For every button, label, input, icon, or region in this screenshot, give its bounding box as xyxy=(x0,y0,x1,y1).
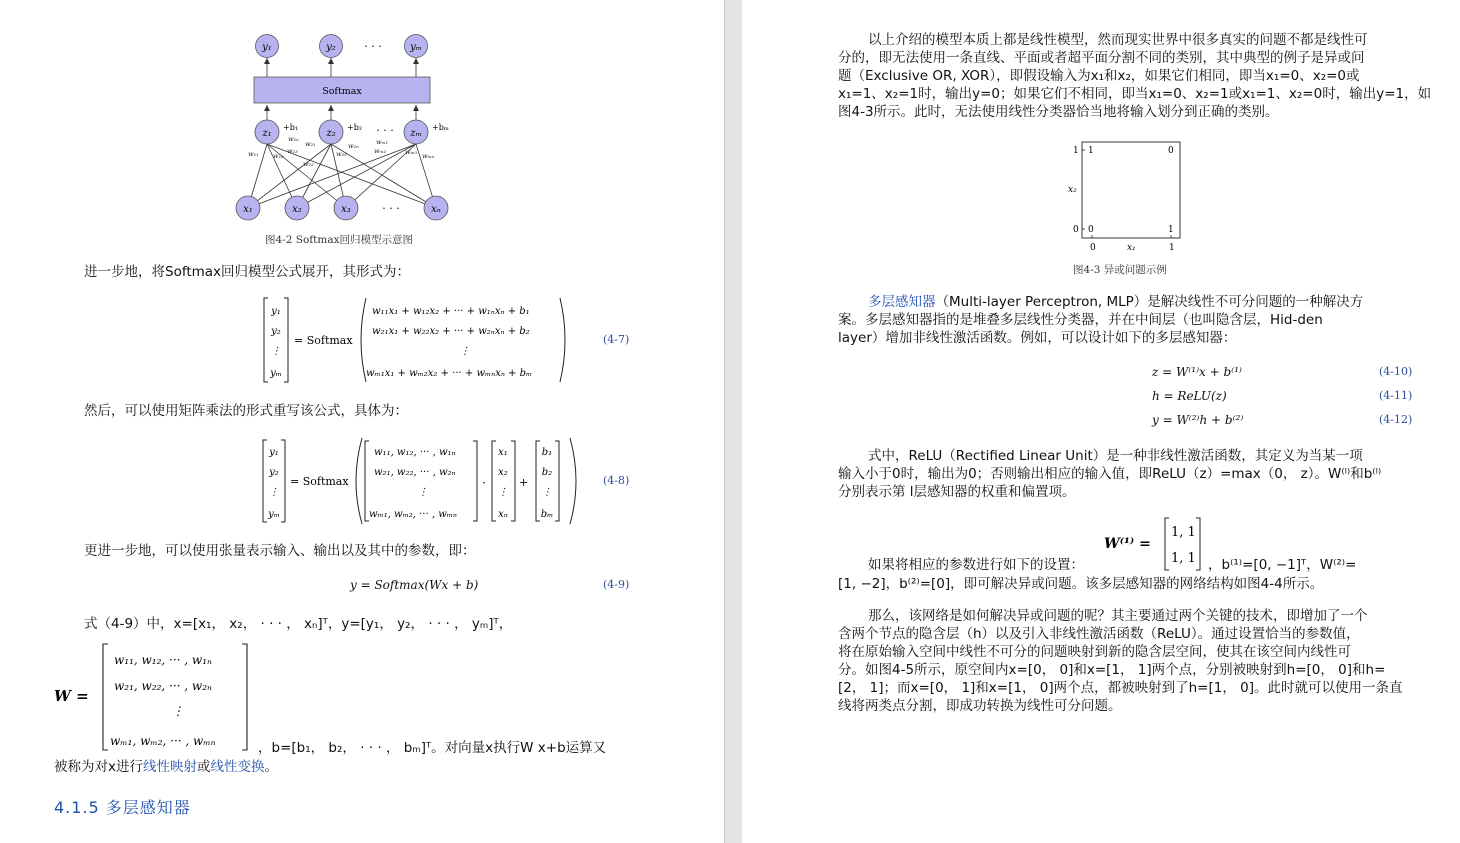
input-label-n: xₙ xyxy=(431,204,441,215)
paragraph-b-def: ，b=[b₁， b₂， · · · ， bₘ]ᵀ。对向量x执行W x+b运算又 xyxy=(258,740,607,756)
text-line: 案。多层感知器指的是堆叠多层线性分类器，并在中间层（也叫隐含层，Hid-den xyxy=(838,312,1323,328)
paragraph-tensor-form: 更进一步地，可以使用张量表示输入、输出以及其中的参数，即： xyxy=(84,543,476,559)
eq47-softmax: = Softmax xyxy=(294,334,353,347)
text-line: 含两个节点的隐含层（h）以及引入非线性激活函数（ReLU）。通过设置恰当的参数值， xyxy=(838,626,1360,642)
eq47-row: ⋮ xyxy=(460,346,470,357)
w1-label: W⁽¹⁾ = xyxy=(1104,536,1151,552)
x-tick-label: 1 xyxy=(1169,243,1175,253)
xor-figure xyxy=(1064,138,1190,258)
text-line: 分别表示第 l层感知器的权重和偏置项。 xyxy=(838,484,1076,500)
weight-label: w₂₂ xyxy=(303,160,314,168)
paragraph-linear-mapping xyxy=(54,758,278,776)
eq48-x: ⋮ xyxy=(498,487,508,498)
eq48-w-row: w₂₁, w₂₂, ··· , w₂ₙ xyxy=(374,467,456,478)
weight-label: wₘ₃ xyxy=(405,148,418,156)
w1-matrix xyxy=(1102,515,1208,573)
hidden-dots: · · · xyxy=(376,124,394,137)
output-dots: · · · xyxy=(364,40,382,53)
weight-label: w₁₃ xyxy=(287,147,298,155)
section-heading-4-1-5: 4.1.5 多层感知器 xyxy=(54,798,191,817)
eq47-number: (4-7) xyxy=(603,333,630,346)
eq47-row: wₘ₁x₁ + wₘ₂x₂ + ··· + wₘₙxₙ + bₘ xyxy=(366,368,533,379)
y-tick-label: 1 xyxy=(1073,146,1079,156)
paragraph-xor-intro xyxy=(838,31,1431,121)
x-axis-label: x₁ xyxy=(1127,243,1136,253)
bias-label-2: +b₂ xyxy=(347,123,363,132)
weight-label: w₁ₙ xyxy=(288,135,299,143)
eq48-dot: · xyxy=(482,476,486,490)
eq412-number: (4-12) xyxy=(1379,413,1413,426)
text-line: x₁=1、x₂=1时，输出y=0；如果它们不相同，即当x₁=0、x₂=1或x₁=1、x₂=0时，输出y=1，如 xyxy=(838,86,1432,102)
linear-mapping-end: 。 xyxy=(264,759,278,775)
input-label-1: x₁ xyxy=(243,204,253,215)
input-label-2: x₂ xyxy=(292,204,302,215)
input-label-3: x₃ xyxy=(341,204,351,215)
paragraph-param-settings: 如果将相应的参数进行如下的设置： xyxy=(868,557,1084,573)
eq48-y: y₂ xyxy=(269,467,279,478)
right-page xyxy=(742,0,1460,843)
paragraph-expand-formula: 进一步地，将Softmax回归模型公式展开，其形式为： xyxy=(84,264,411,280)
eq48-plus: + xyxy=(519,476,529,489)
hidden-label-m: zₘ xyxy=(410,128,422,139)
w-matrix-row: w₁₁, w₁₂, ··· , w₁ₙ xyxy=(114,653,212,667)
paragraph-matrix-form: 然后，可以使用矩阵乘法的形式重写该公式，具体为： xyxy=(84,403,408,419)
eq48-number: (4-8) xyxy=(603,474,630,487)
eq47-row: w₂₁x₁ + w₂₂x₂ + ··· + w₂ₙxₙ + b₂ xyxy=(372,326,530,337)
text-line: 以上介绍的模型本质上都是线性模型，然而现实世界中很多真实的问题不都是线性可 xyxy=(868,32,1368,48)
eq47-row: w₁₁x₁ + w₁₂x₂ + ··· + w₁ₙxₙ + b₁ xyxy=(372,306,530,317)
eq47-y: y₂ xyxy=(271,326,281,337)
eq48-x: x₂ xyxy=(498,467,508,478)
weight-label: w₁₁ xyxy=(248,150,259,158)
figure-4-3-caption: 图4-3 异或问题示例 xyxy=(1073,264,1167,276)
w-matrix-row: wₘ₁, wₘ₂, ··· , wₘₙ xyxy=(110,734,216,748)
weight-label: wₘₙ xyxy=(422,152,435,160)
text-line: 那么，该网络是如何解决异或问题的呢？其主要通过两个关键的技术，即增加了一个 xyxy=(868,608,1368,624)
equation-4-7 xyxy=(258,296,578,386)
w-matrix-row: w₂₁, w₂₂, ··· , w₂ₙ xyxy=(114,679,212,693)
xor-plot-frame xyxy=(1082,142,1180,238)
eq48-y: ⋮ xyxy=(269,487,279,498)
paragraph-param-w2: [1, −2]，b⁽²⁾=[0]，即可解决异或问题。该多层感知器的网络结构如图4-4所示。 xyxy=(838,576,1324,592)
eq48-x: x₁ xyxy=(498,447,508,458)
text-line: 将在原始输入空间中线性不可分的问题映射到新的隐含层空间，使其在该空间内线性可 xyxy=(838,644,1351,660)
output-label-2: y₂ xyxy=(326,42,336,53)
eq49-number: (4-9) xyxy=(603,578,630,591)
eq48-softmax: = Softmax xyxy=(290,475,349,488)
paragraph-how-solve xyxy=(838,607,1402,715)
text-line: 线将两类点分割，即成功转换为线性可分问题。 xyxy=(838,698,1122,714)
w1-row: 1, 1 xyxy=(1171,551,1196,566)
page-gutter xyxy=(724,0,744,843)
linear-mapping-or: 或 xyxy=(197,759,211,775)
mlp-link[interactable]: 多层感知器 xyxy=(868,294,936,310)
paragraph-relu xyxy=(838,447,1381,501)
figure-4-2-caption: 图4-2 Softmax回归模型示意图 xyxy=(265,234,414,246)
hidden-label-2: z₂ xyxy=(326,128,336,139)
eq48-w-row: w₁₁, w₁₂, ··· , w₁ₙ xyxy=(374,447,456,458)
hidden-label-1: z₁ xyxy=(262,128,272,139)
eq47-y: yₘ xyxy=(270,368,282,379)
equation-4-9: y = Softmax(Wx + b) xyxy=(350,578,479,592)
weight-label: w₁₂ xyxy=(273,152,284,160)
cell-value: 1 xyxy=(1088,146,1094,156)
eq48-b: b₂ xyxy=(541,467,553,478)
left-page xyxy=(0,0,724,843)
softmax-diagram xyxy=(230,28,470,228)
eq48-x: xₙ xyxy=(498,509,508,520)
weight-label: w₂ₙ xyxy=(348,142,359,150)
text-span: （Multi-layer Perceptron, MLP）是解决线性不可分问题的一种解决方 xyxy=(935,294,1364,310)
weight-label: w₂₃ xyxy=(336,150,347,158)
output-label-1: y₁ xyxy=(262,42,272,53)
weight-label: w₂₁ xyxy=(305,140,316,148)
text-line: 输入小于0时，输出为0；否则输出相应的输入值，即ReLU（z）=max（0， z）。W⁽ˡ⁾和b⁽ˡ⁾ xyxy=(838,466,1382,482)
paragraph-param-b1: ，b⁽¹⁾=[0, −1]ᵀ，W⁽²⁾= xyxy=(1208,557,1357,573)
eq47-y: y₁ xyxy=(271,306,281,317)
weight-label: wₘ₂ xyxy=(374,147,387,155)
linear-mapping-link[interactable]: 线性映射 xyxy=(143,759,197,775)
cell-value: 0 xyxy=(1168,146,1174,156)
softmax-box-label: Softmax xyxy=(322,86,362,97)
eq410-number: (4-10) xyxy=(1379,365,1413,378)
eq48-b: b₁ xyxy=(541,447,553,458)
eq411-number: (4-11) xyxy=(1379,389,1413,402)
eq48-y: yₘ xyxy=(268,509,280,520)
text-line: layer）增加非线性激活函数。例如，可以设计如下的多层感知器： xyxy=(838,330,1237,346)
bias-label-m: +bₘ xyxy=(432,123,449,132)
bias-label-1: +b₁ xyxy=(283,123,299,132)
w-matrix-definition xyxy=(52,640,257,755)
text-line xyxy=(838,293,1363,311)
eq48-b: ⋮ xyxy=(542,487,552,498)
text-line: 分的，即无法使用一条直线、平面或者超平面分割不同的类别，其中典型的例子是异或问 xyxy=(838,50,1365,66)
y-axis-label: x₂ xyxy=(1068,185,1077,195)
y-tick-label: 0 xyxy=(1073,225,1079,235)
equation-4-11: h = ReLU(z) xyxy=(1152,389,1227,403)
text-line: 图4-3所示。此时，无法使用线性分类器恰当地将输入划分到正确的类别。 xyxy=(838,104,1279,120)
eq48-b: bₘ xyxy=(540,509,554,520)
eq48-w-row: ⋮ xyxy=(418,487,428,498)
w-matrix-row: ⋮ xyxy=(172,704,184,718)
weight-label: wₘ₁ xyxy=(376,138,389,146)
linear-transform-link[interactable]: 线性变换 xyxy=(210,759,265,775)
output-label-m: yₘ xyxy=(410,42,422,53)
text-line: 题（Exclusive OR, XOR），即假设输入为x₁和x₂，如果它们相同，即当x₁=0、x₂=0或 xyxy=(838,68,1360,84)
eq48-w-row: wₘ₁, wₘ₂, ··· , wₘₙ xyxy=(369,509,457,520)
cell-value: 0 xyxy=(1088,225,1094,235)
equation-4-8 xyxy=(258,437,578,527)
w1-row: 1, 1 xyxy=(1171,525,1196,540)
w-matrix-label: W = xyxy=(54,687,89,705)
paragraph-mlp-intro xyxy=(838,293,1363,347)
eq47-y: ⋮ xyxy=(271,346,281,357)
equation-4-12: y = W⁽²⁾h + b⁽²⁾ xyxy=(1152,413,1244,427)
paragraph-vector-defs: 式（4-9）中，x=[x₁， x₂， · · · ， xₙ]ᵀ，y=[y₁， y₂， · · · ， yₘ]ᵀ， xyxy=(84,616,513,632)
eq48-y: y₁ xyxy=(269,447,279,458)
linear-mapping-prefix: 被称为对x进行 xyxy=(54,759,143,775)
text-line: 式中，ReLU（Rectified Linear Unit）是一种非线性激活函数，其定义为当某一项 xyxy=(868,448,1363,464)
input-dots: · · · xyxy=(382,202,400,215)
cell-value: 1 xyxy=(1168,225,1174,235)
equation-4-10: z = W⁽¹⁾x + b⁽¹⁾ xyxy=(1152,365,1242,379)
x-tick-label: 0 xyxy=(1090,243,1096,253)
text-line: [2， 1]；而x=[0， 1]和x=[1， 0]两个点，都被映射到了h=[1， 0]。此时就可以使用一条直 xyxy=(838,680,1403,696)
text-line: 分。如图4-5所示，原空间内x=[0， 0]和x=[1， 1]两个点，分别被映射到h=[0， 0]和h= xyxy=(838,662,1386,678)
